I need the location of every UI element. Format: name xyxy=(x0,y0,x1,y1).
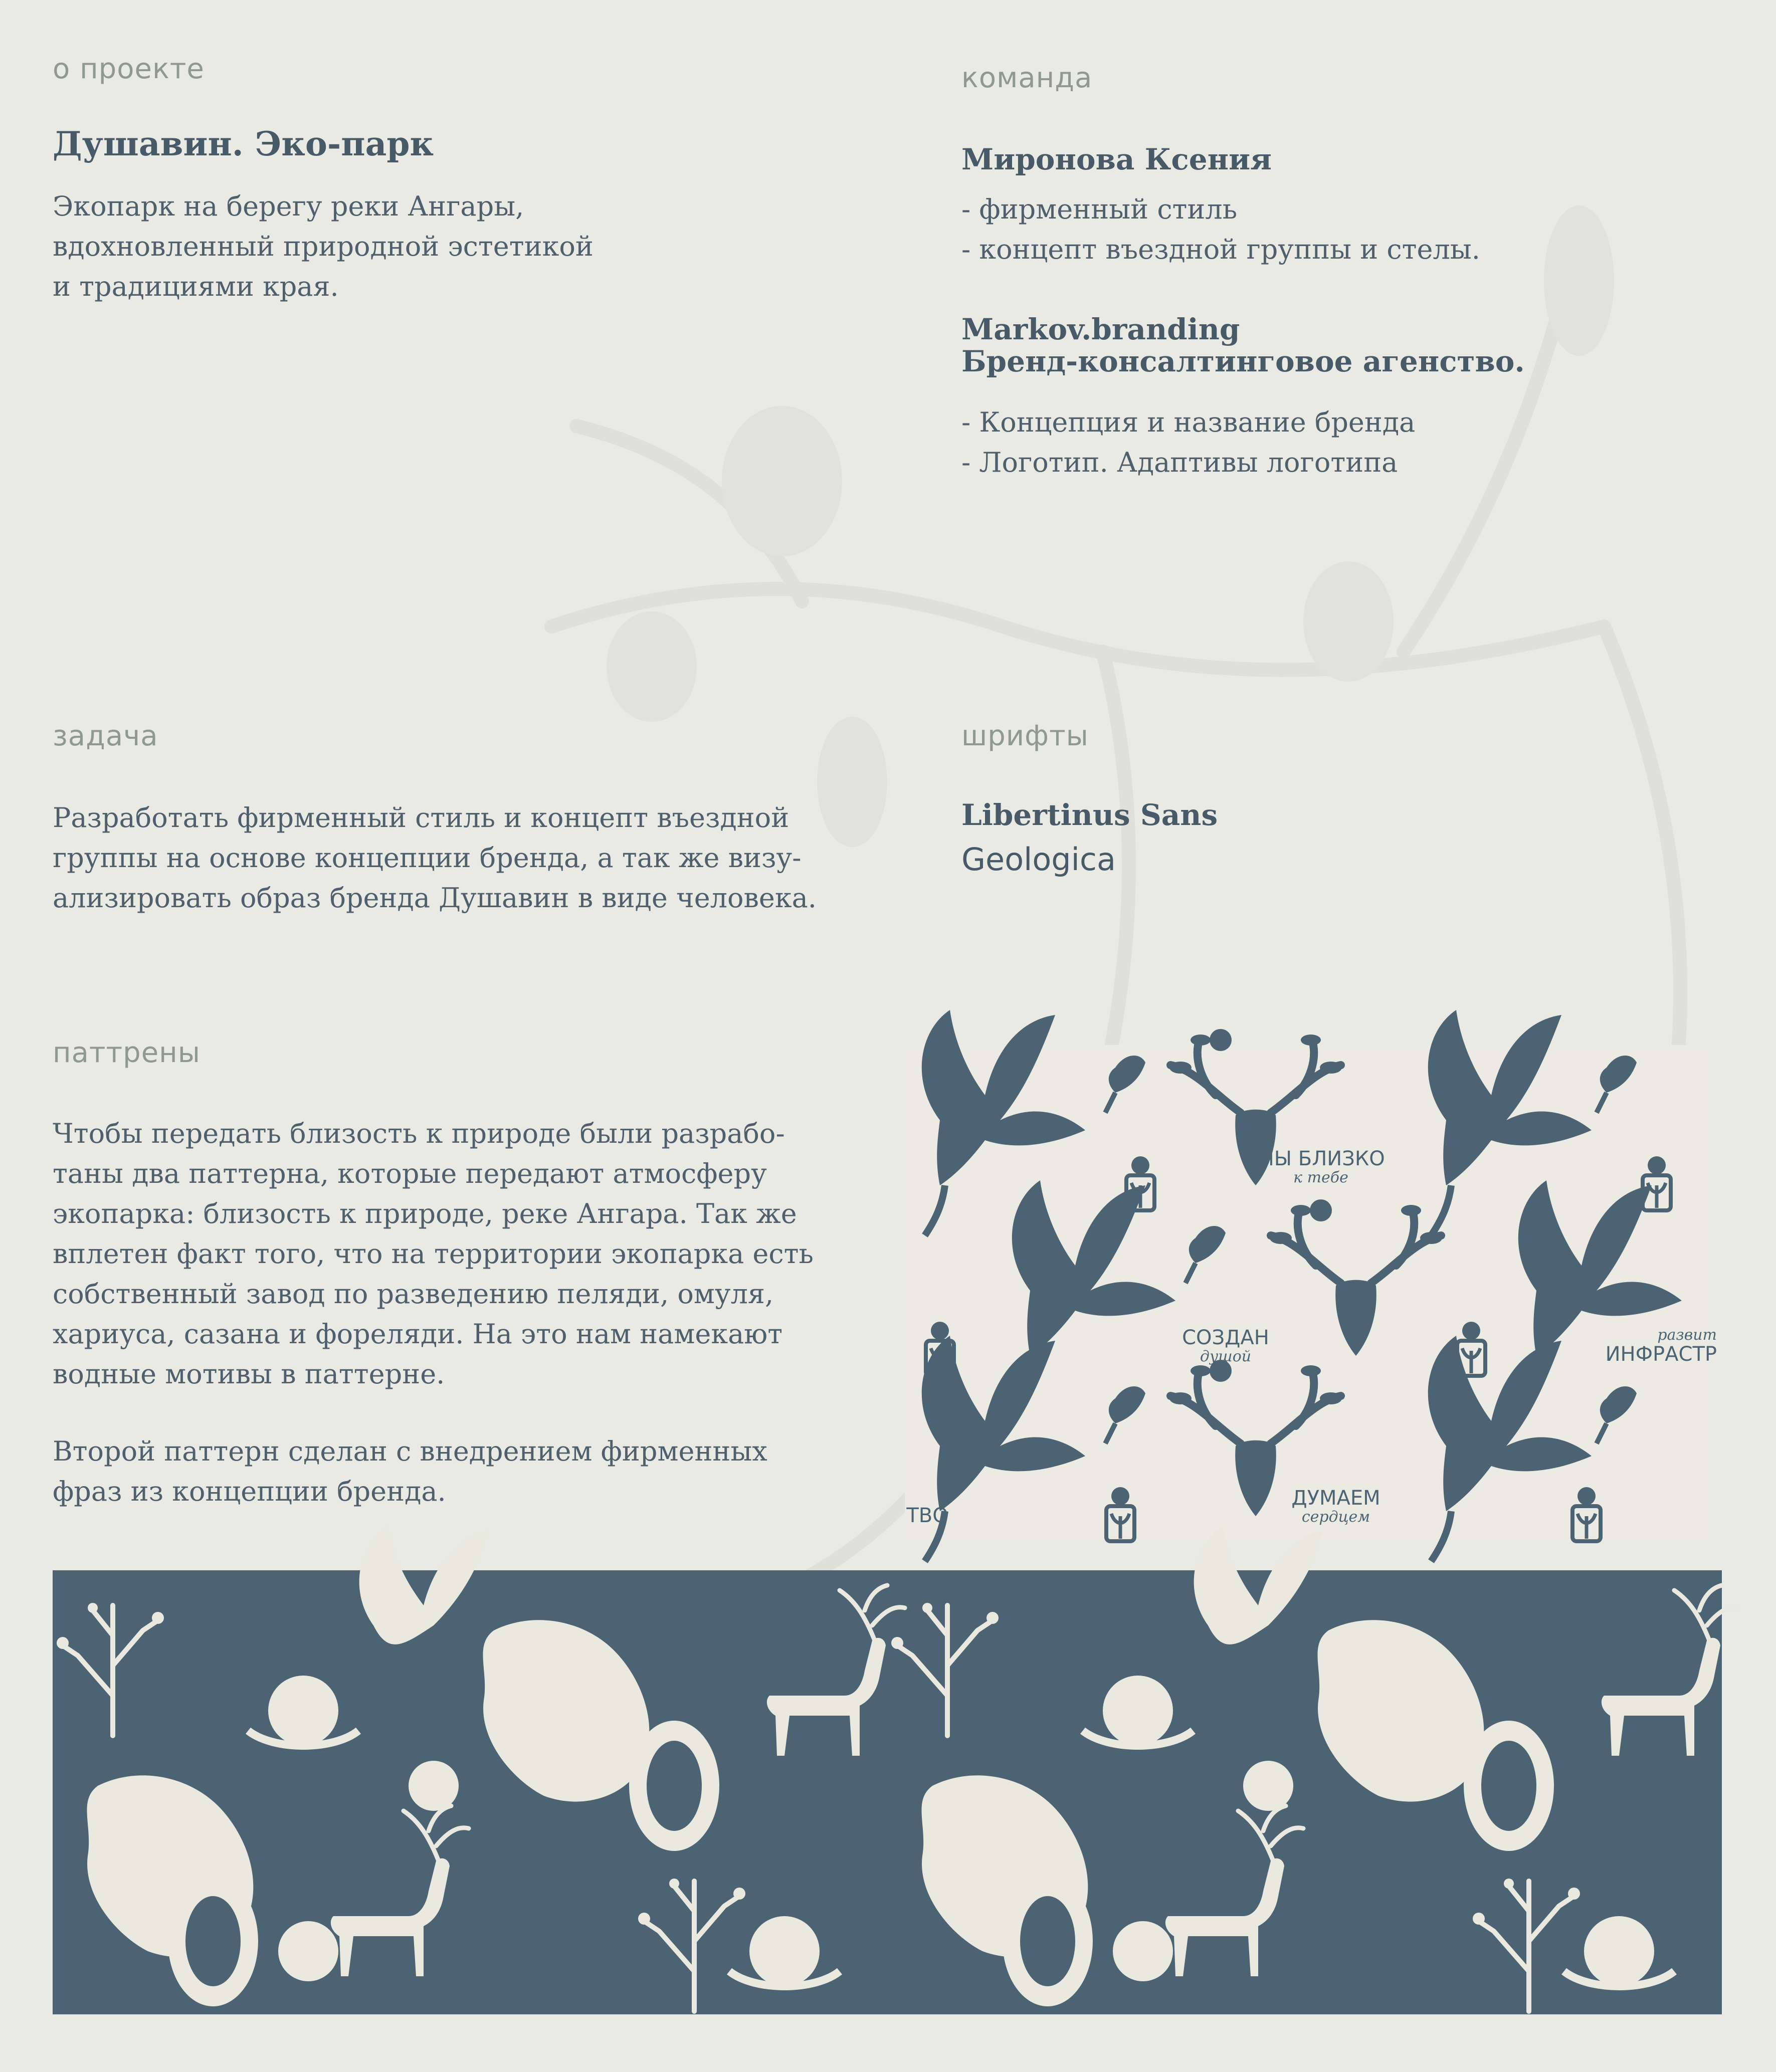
pattern-phrases-artwork xyxy=(905,1045,1709,1541)
about-text: Экопарк на берегу реки Ангары, вдохновленный природной эстетикой и традициями края. xyxy=(53,190,594,302)
patterns-label: паттрены xyxy=(53,1037,201,1069)
team-label: команда xyxy=(961,62,1093,94)
pattern-phrase: ДУМАЕМ сердцем xyxy=(1291,1487,1380,1526)
about-label: о проекте xyxy=(53,53,205,85)
task-text: Разработать фирменный стиль и концепт въездной группы на основе концепции бренда, а так же визу- ализировать образ бренда Душавин в виде человека. xyxy=(53,802,817,914)
fonts-label: шрифты xyxy=(961,720,1089,752)
font-sample-libertinus: Libertinus Sans xyxy=(961,798,1218,832)
pattern-phrase: МЫ БЛИЗКО к тебе xyxy=(1257,1147,1385,1186)
patterns-text-second: Второй паттерн сделан с внедрением фирменных фраз из концепции бренда. xyxy=(53,1435,767,1507)
brand-pattern-nature xyxy=(53,1570,1722,2014)
task-label: задача xyxy=(53,720,158,752)
agency-roles: - Концепция и название бренда - Логотип. Адаптивы логотипа xyxy=(961,406,1416,478)
pattern-nature-artwork xyxy=(53,1570,1722,2014)
team-member-roles: - фирменный стиль - концепт въездной группы и стелы. xyxy=(961,193,1480,265)
project-title: Душавин. Эко-парк xyxy=(53,124,434,163)
agency-name: Markov.branding Бренд-консалтинговое агенство. xyxy=(961,312,1525,378)
pattern-phrase: СОЗДАН душой xyxy=(1182,1326,1269,1365)
pattern-phrase: ТВО xyxy=(906,1504,948,1527)
patterns-text: Чтобы передать близость к природе были разрабо- таны два паттерна, которые передают атмосферу экопарка: близость к природе, реке Ангара. Так же вплетен факт того, что на территории экопарка есть собственный завод по разведению пеляди, омуля, хариуса, сазана и фореляди. На это нам намекают водные мотивы в паттерне. xyxy=(53,1118,814,1390)
brand-pattern-phrases xyxy=(905,1045,1717,1541)
team-member-name: Миронова Ксения xyxy=(961,142,1272,176)
font-sample-geologica: Geologica xyxy=(961,841,1116,878)
pattern-phrase: развит ИНФРАСТР xyxy=(1605,1326,1717,1366)
